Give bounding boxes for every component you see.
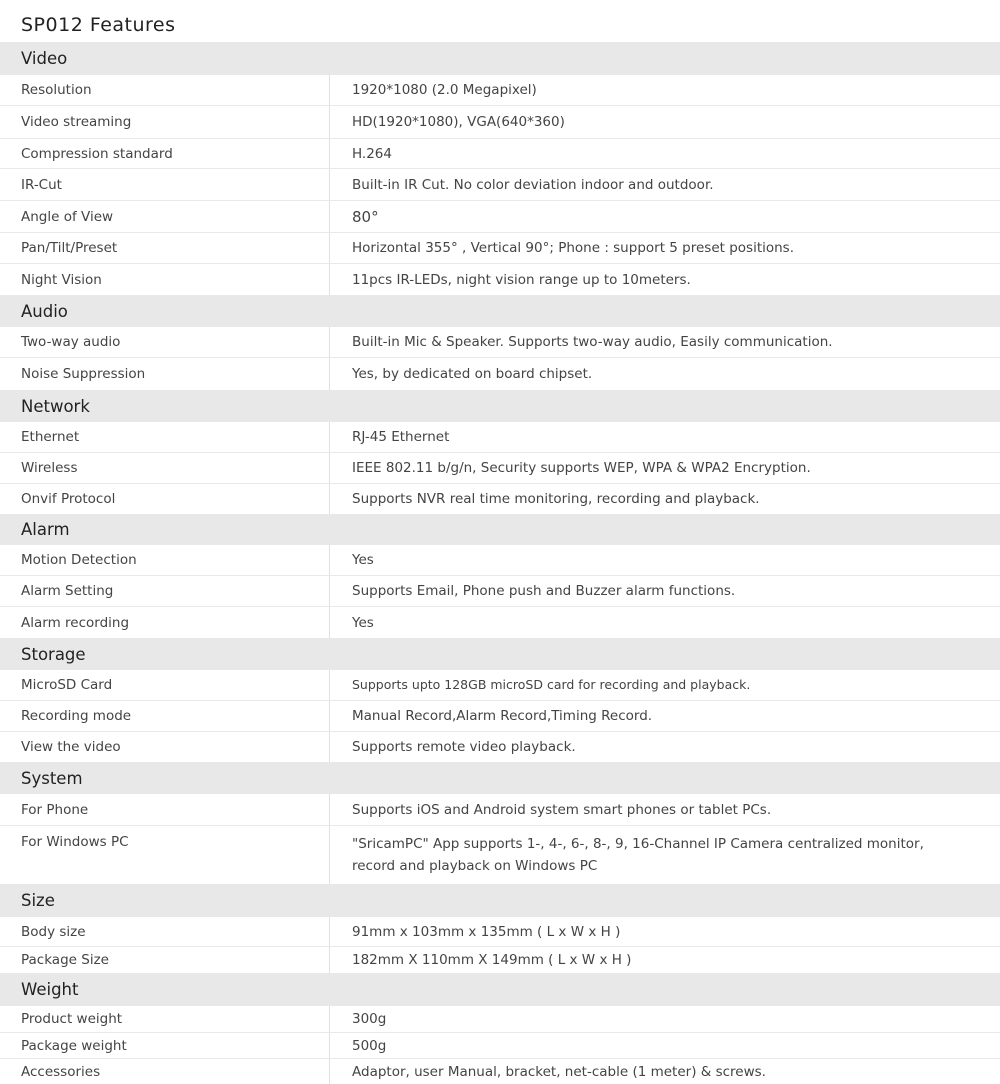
table-row (0, 545, 1000, 576)
table-row (0, 576, 1000, 607)
row-value: Supports upto 128GB microSD card for recording and playback. (352, 677, 751, 692)
row-label: Ethernet (0, 422, 330, 452)
row-value: 300g (352, 1011, 387, 1027)
row-value: 11pcs IR-LEDs, night vision range up to 10meters. (352, 271, 691, 288)
table-row (0, 917, 1000, 947)
row-label: Night Vision (0, 264, 330, 295)
row-label: For Windows PC (0, 826, 330, 884)
row-label: View the video (0, 732, 330, 762)
section-header-weight: Weight (0, 973, 1000, 1006)
table-row (0, 233, 1000, 264)
row-value: 80° (352, 207, 379, 226)
table-row (0, 139, 1000, 169)
table-row (0, 327, 1000, 358)
row-label: Alarm recording (0, 607, 330, 638)
table-row (0, 358, 1000, 390)
table-row (0, 201, 1000, 233)
row-label: Recording mode (0, 701, 330, 731)
row-label: Body size (0, 917, 330, 946)
row-label: MicroSD Card (0, 670, 330, 700)
row-label: Package Size (0, 947, 330, 973)
section-header-video: Video (0, 42, 1000, 75)
table-row (0, 264, 1000, 295)
row-value: 91mm x 103mm x 135mm ( L x W x H ) (352, 923, 621, 940)
row-value: Supports NVR real time monitoring, recording and playback. (352, 491, 760, 507)
row-label: Accessories (0, 1059, 330, 1084)
row-value: HD(1920*1080), VGA(640*360) (352, 114, 565, 130)
table-row (0, 826, 1000, 884)
row-label: Video streaming (0, 106, 330, 138)
row-label: Motion Detection (0, 545, 330, 575)
section-header-size: Size (0, 884, 1000, 917)
table-row (0, 453, 1000, 484)
spec-sheet (0, 42, 1000, 1084)
table-row (0, 670, 1000, 701)
table-row (0, 422, 1000, 453)
table-row (0, 1059, 1000, 1084)
table-row (0, 607, 1000, 638)
section-header-audio: Audio (0, 295, 1000, 327)
row-value: "SricamPC" App supports 1-, 4-, 6-, 8-, 9, 16-Channel IP Camera centralized monitor, record and playback on Windows PC (352, 836, 924, 874)
row-label: IR-Cut (0, 169, 330, 200)
row-label: Compression standard (0, 139, 330, 168)
row-value: Yes, by dedicated on board chipset. (352, 366, 593, 382)
row-label: Pan/Tilt/Preset (0, 233, 330, 263)
table-row (0, 484, 1000, 514)
row-value: RJ-45 Ethernet (352, 429, 450, 445)
table-row (0, 794, 1000, 826)
row-value: Supports remote video playback. (352, 739, 576, 755)
table-row (0, 106, 1000, 139)
row-value: 1920*1080 (2.0 Megapixel) (352, 82, 537, 98)
row-value: Manual Record,Alarm Record,Timing Record. (352, 708, 653, 724)
table-row (0, 169, 1000, 201)
row-label: Package weight (0, 1033, 330, 1058)
row-value: Built-in Mic & Speaker. Supports two-way audio, Easily communication. (352, 334, 833, 350)
page-title: SP012 Features (21, 14, 176, 36)
row-value: Adaptor, user Manual, bracket, net-cable (1 meter) & screws. (352, 1063, 766, 1080)
row-value: H.264 (352, 145, 392, 162)
row-value: Yes (352, 614, 374, 631)
section-header-system: System (0, 762, 1000, 794)
table-row (0, 701, 1000, 732)
row-label: Wireless (0, 453, 330, 483)
row-value: Supports Email, Phone push and Buzzer alarm functions. (352, 583, 736, 599)
row-value: IEEE 802.11 b/g/n, Security supports WEP, WPA & WPA2 Encryption. (352, 460, 811, 476)
row-label: Alarm Setting (0, 576, 330, 606)
row-label: Angle of View (0, 201, 330, 232)
table-row (0, 1033, 1000, 1059)
row-value: 182mm X 110mm X 149mm ( L x W x H ) (352, 952, 632, 968)
row-value: Yes (352, 552, 374, 568)
section-header-alarm: Alarm (0, 514, 1000, 545)
row-label: Product weight (0, 1006, 330, 1032)
section-header-storage: Storage (0, 638, 1000, 670)
row-value: Built-in IR Cut. No color deviation indoor and outdoor. (352, 176, 714, 193)
row-label: Noise Suppression (0, 358, 330, 390)
row-value: Horizontal 355° , Vertical 90°; Phone : support 5 preset positions. (352, 240, 795, 256)
table-row (0, 732, 1000, 762)
row-label: Two-way audio (0, 327, 330, 357)
row-label: Onvif Protocol (0, 484, 330, 514)
row-value: 500g (352, 1037, 387, 1054)
table-row (0, 1006, 1000, 1033)
row-value: Supports iOS and Android system smart phones or tablet PCs. (352, 801, 772, 818)
section-header-network: Network (0, 390, 1000, 422)
row-label: For Phone (0, 794, 330, 825)
row-label: Resolution (0, 75, 330, 105)
table-row (0, 75, 1000, 106)
table-row (0, 947, 1000, 973)
